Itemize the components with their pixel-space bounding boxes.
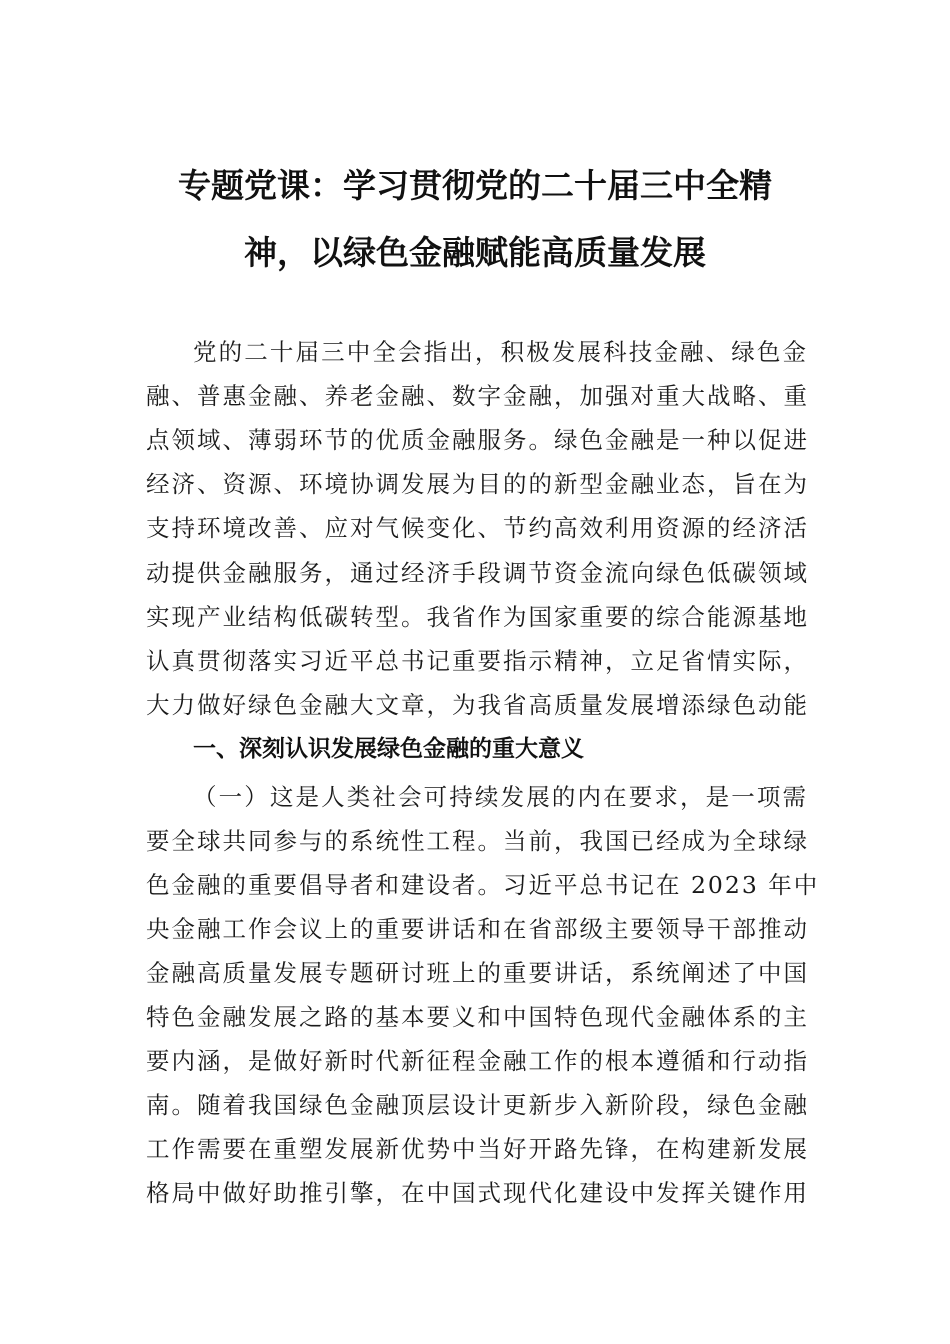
intro-paragraph-line: 实现产业结构低碳转型。我省作为国家重要的综合能源基地: [146, 603, 809, 631]
section-paragraph-line: 南。随着我国绿色金融顶层设计更新步入新阶段，绿色金融: [146, 1091, 809, 1119]
section-paragraph-line: 要全球共同参与的系统性工程。当前，我国已经成为全球绿: [146, 827, 809, 855]
intro-paragraph-line: 认真贯彻落实习近平总书记重要指示精神，立足省情实际，: [146, 647, 809, 675]
section-paragraph-line: 要内涵，是做好新时代新征程金融工作的根本遵循和行动指: [146, 1047, 809, 1075]
section-paragraph-line: 特色金融发展之路的基本要义和中国特色现代金融体系的主: [146, 1003, 809, 1031]
section-paragraph-line: （一）这是人类社会可持续发展的内在要求，是一项需: [193, 783, 808, 811]
section-paragraph-line: 央金融工作会议上的重要讲话和在省部级主要领导干部推动: [146, 915, 809, 943]
intro-paragraph-line: 经济、资源、环境协调发展为目的的新型金融业态，旨在为: [146, 470, 809, 498]
document-title-line-1: 专题党课：学习贯彻党的二十届三中全精: [178, 166, 772, 205]
section-heading: 一、深刻认识发展绿色金融的重大意义: [193, 736, 584, 762]
intro-paragraph-line: 支持环境改善、应对气候变化、节约高效利用资源的经济活: [146, 514, 809, 542]
section-paragraph-line: 工作需要在重塑发展新优势中当好开路先锋，在构建新发展: [146, 1135, 809, 1163]
document-title-line-2: 神，以绿色金融赋能高质量发展: [244, 233, 706, 272]
intro-paragraph-line: 党的二十届三中全会指出，积极发展科技金融、绿色金: [193, 338, 808, 366]
intro-paragraph-line: 动提供金融服务，通过经济手段调节资金流向绿色低碳领域: [146, 559, 809, 587]
intro-paragraph-line: 大力做好绿色金融大文章，为我省高质量发展增添绿色动能: [146, 691, 809, 719]
section-paragraph-line: 格局中做好助推引擎，在中国式现代化建设中发挥关键作用: [146, 1179, 809, 1207]
section-paragraph-line: 金融高质量发展专题研讨班上的重要讲话，系统阐述了中国: [146, 959, 809, 987]
section-paragraph-line: 色金融的重要倡导者和建设者。习近平总书记在 2023 年中: [146, 871, 820, 899]
intro-paragraph-line: 融、普惠金融、养老金融、数字金融，加强对重大战略、重: [146, 382, 809, 410]
intro-paragraph-line: 点领域、薄弱环节的优质金融服务。绿色金融是一种以促进: [146, 426, 809, 454]
